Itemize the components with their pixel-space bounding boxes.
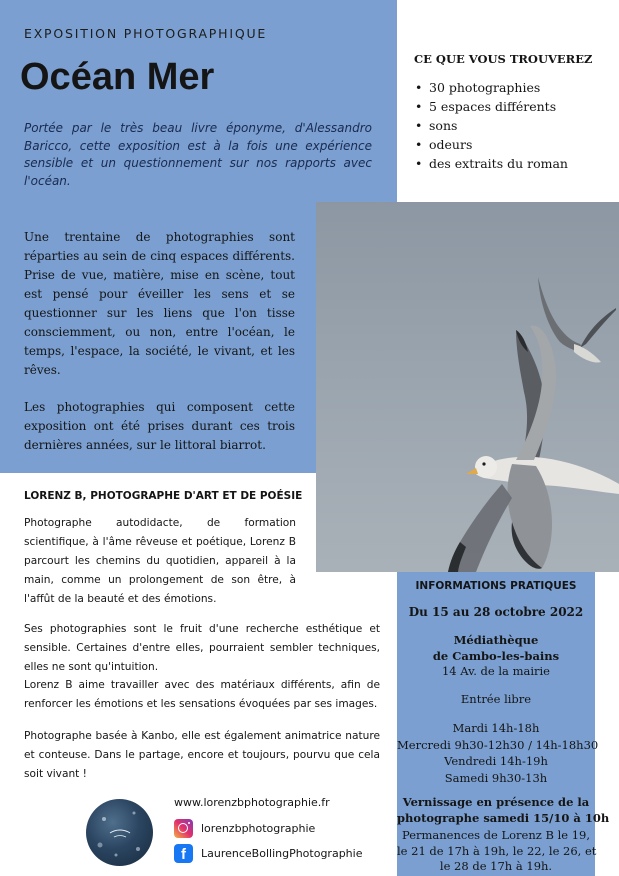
description-paragraph-1: Une trentaine de photographies sont réparties au sein de cinq espaces différents. Prise de vue, matière, mise en scène, tout est pensé pour éveiller les sens et se questionner sur les liens que l'on tisse consciemment, ou non, entre l'océan, le temps, l'espace, la société, le vivant, et les rêves. bbox=[24, 230, 295, 377]
exhibition-kicker: EXPOSITION PHOTOGRAPHIQUE bbox=[24, 26, 268, 41]
facebook-handle: LaurenceBollingPhotographie bbox=[201, 847, 363, 860]
find-list bbox=[414, 78, 568, 173]
avatar bbox=[86, 799, 153, 866]
photographer-paragraph-4: Photographe basée à Kanbo, elle est également animatrice nature et conteuse. Dans le partage, encore et toujours, pourvu que cela soit vivant ! bbox=[24, 730, 380, 780]
instagram-link[interactable] bbox=[174, 819, 315, 838]
facebook-link[interactable] bbox=[174, 844, 362, 863]
info-heading: INFORMATIONS PRATIQUES bbox=[415, 580, 577, 592]
info-entry: Entrée libre bbox=[460, 692, 532, 706]
facebook-icon: f bbox=[174, 844, 193, 863]
logo-illustration bbox=[86, 799, 153, 866]
list-item: • 30 photographies bbox=[414, 78, 568, 97]
permanence-line: le 21 de 17h à 19h, le 22, le 26, et bbox=[397, 843, 597, 858]
list-item: • odeurs bbox=[414, 135, 568, 154]
info-vernissage bbox=[397, 795, 610, 826]
hours-line: Vendredi 14h-19h bbox=[444, 754, 548, 768]
info-venue bbox=[397, 633, 595, 680]
instagram-handle: lorenzbphotographie bbox=[201, 822, 316, 835]
list-item: • 5 espaces différents bbox=[414, 97, 568, 116]
info-dates: Du 15 au 28 octobre 2022 bbox=[408, 605, 584, 619]
website-link[interactable] bbox=[174, 796, 330, 809]
permanence-line: Permanences de Lorenz B le 19, bbox=[401, 828, 591, 842]
intro-text: Portée par le très beau livre éponyme, d'Alessandro Baricco, cette exposition est à la fois une expérience sensible et un questionnement sur nos rapports avec l'océan. bbox=[24, 121, 372, 188]
photographer-paragraph-1: Photographe autodidacte, de formation scientifique, à l'âme rêveuse et poétique, Lorenz B parcourt les chemins du quotidien, appareil à la main, comme un prolongement de son être, à l'affût de la beauté et des émotions. bbox=[24, 517, 296, 605]
find-heading: CE QUE VOUS TROUVEREZ bbox=[414, 52, 593, 66]
page-title: Océan Mer bbox=[20, 56, 215, 98]
vernissage-line: photographe samedi 15/10 à 10h bbox=[397, 810, 610, 825]
venue-address: 14 Av. de la mairie bbox=[441, 664, 550, 678]
photographer-paragraph-3: Lorenz B aime travailler avec des matériaux différents, afin de renforcer les émotions et les sensations évoquées par ses images. bbox=[24, 679, 380, 710]
hours-line: Mardi 14h-18h bbox=[452, 721, 540, 735]
info-hours bbox=[397, 720, 599, 786]
instagram-icon bbox=[174, 819, 193, 838]
photographer-paragraph-2: Ses photographies sont le fruit d'une recherche esthétique et sensible. Certaines d'entre elles, pourraient sembler techniques, elles ne sont qu'intuition. bbox=[24, 623, 380, 673]
seagulls-illustration bbox=[316, 202, 619, 572]
hours-line: Mercredi 9h30-12h30 / 14h-18h30 bbox=[397, 737, 599, 752]
venue-city: de Cambo-les-bains bbox=[432, 648, 560, 663]
description-paragraph-2: Les photographies qui composent cette exposition ont été prises durant ces trois dernières années, sur le littoral biarrot. bbox=[24, 400, 295, 452]
vernissage-line: Vernissage en présence de la bbox=[402, 795, 590, 809]
permanence-line: le 28 de 17h à 19h. bbox=[439, 859, 553, 873]
venue-name: Médiathèque bbox=[453, 633, 539, 647]
website-text: www.lorenzbphotographie.fr bbox=[174, 796, 330, 809]
list-item: • sons bbox=[414, 116, 568, 135]
hours-line: Samedi 9h30-13h bbox=[444, 770, 548, 785]
list-item: • des extraits du roman bbox=[414, 154, 568, 173]
info-permanences bbox=[397, 828, 595, 875]
photographer-heading: LORENZ B, PHOTOGRAPHE D'ART ET DE POÉSIE bbox=[24, 490, 303, 502]
seagull-photo bbox=[316, 202, 619, 572]
